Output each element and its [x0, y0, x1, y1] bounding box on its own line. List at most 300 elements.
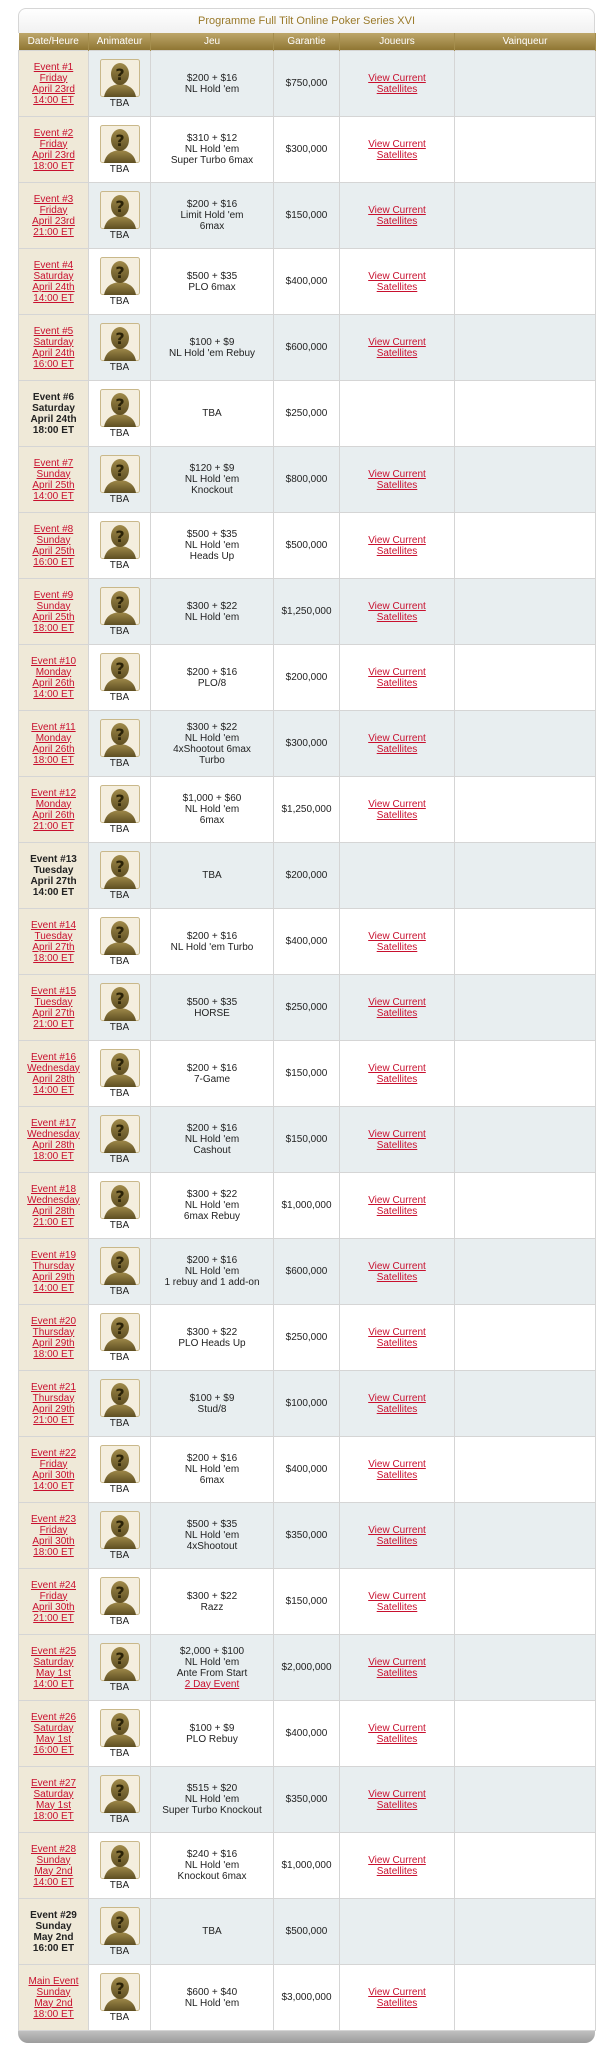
- game-cell: [151, 1371, 274, 1437]
- event-date-link[interactable]: 18:00 ET: [33, 2008, 74, 2020]
- view-satellites-link[interactable]: [368, 931, 426, 953]
- event-date-link[interactable]: Saturday: [33, 1722, 74, 1734]
- game-line: $200 + $16: [186, 666, 238, 678]
- event-date-link[interactable]: Friday: [39, 1524, 68, 1536]
- host-cell: [89, 249, 151, 315]
- table-row: [19, 843, 596, 909]
- game-line: $100 + $9: [189, 1722, 235, 1734]
- satellite-link-line1: View Current: [368, 1986, 426, 1998]
- view-satellites-link[interactable]: [368, 205, 426, 227]
- game-cell: [151, 1305, 274, 1371]
- event-date-text: 14:00 ET: [32, 886, 75, 898]
- satellite-link-line2: Satellites: [376, 281, 418, 293]
- page-title: Programme Full Tilt Online Poker Series XVI: [18, 8, 595, 33]
- date-cell: [19, 1173, 89, 1239]
- game-line: TBA: [202, 1926, 222, 1937]
- guarantee-cell: $150,000: [274, 1041, 340, 1107]
- game-line: 4xShootout 6max: [173, 743, 251, 755]
- date-cell: [19, 1767, 89, 1833]
- event-date-link[interactable]: April 29th: [32, 1337, 75, 1349]
- host-cell: [89, 1107, 151, 1173]
- event-date-link[interactable]: Event #12: [30, 787, 77, 799]
- satellite-link-line2: Satellites: [376, 809, 418, 821]
- unknown-player-avatar-icon: [100, 389, 140, 427]
- winner-cell: [455, 711, 596, 777]
- view-satellites-link[interactable]: [368, 1657, 426, 1679]
- event-date-link[interactable]: Event #8: [33, 523, 74, 535]
- event-date-link[interactable]: Monday: [35, 732, 72, 744]
- guarantee-cell: $600,000: [274, 1239, 340, 1305]
- event-date-link[interactable]: 14:00 ET: [33, 1876, 74, 1888]
- event-date-link[interactable]: April 28th: [32, 1073, 75, 1085]
- host-name: TBA: [109, 1615, 130, 1627]
- players-cell: [340, 909, 455, 975]
- date-cell: [19, 1371, 89, 1437]
- event-date-link[interactable]: April 27th: [32, 941, 75, 953]
- svg-text:?: ?: [114, 1582, 125, 1602]
- date-cell: [19, 645, 89, 711]
- game-cell: [151, 645, 274, 711]
- table-row: [19, 51, 596, 117]
- col-header-game: Jeu: [151, 33, 274, 51]
- event-date-link[interactable]: Event #9: [33, 589, 74, 601]
- event-date-link[interactable]: Event #17: [30, 1117, 77, 1129]
- host-cell: [89, 117, 151, 183]
- game-line: $300 + $22: [186, 1590, 238, 1602]
- guarantee-cell: $750,000: [274, 51, 340, 117]
- host-name: TBA: [109, 295, 130, 307]
- event-date-link[interactable]: Event #7: [33, 457, 74, 469]
- view-satellites-link[interactable]: [368, 997, 426, 1019]
- view-satellites-link[interactable]: [368, 1591, 426, 1613]
- event-date-link[interactable]: 16:00 ET: [33, 358, 74, 370]
- view-satellites-link[interactable]: [368, 1393, 426, 1415]
- date-cell: [19, 51, 89, 117]
- event-date-link[interactable]: April 23rd: [32, 83, 75, 95]
- event-date-link[interactable]: April 24th: [32, 347, 75, 359]
- event-date-link[interactable]: April 29th: [32, 1271, 75, 1283]
- view-satellites-link[interactable]: [368, 337, 426, 359]
- event-date-link[interactable]: 16:00 ET: [33, 556, 74, 568]
- event-date-link[interactable]: May 2nd: [34, 1997, 73, 2009]
- event-date-link[interactable]: 18:00 ET: [33, 160, 74, 172]
- unknown-player-avatar-icon: [100, 917, 140, 955]
- game-line: NL Hold 'em Turbo: [170, 941, 254, 953]
- event-date-link[interactable]: April 25th: [32, 479, 75, 491]
- event-date-link[interactable]: April 30th: [32, 1535, 75, 1547]
- game-line: 7-Game: [193, 1073, 231, 1085]
- game-cell: [151, 1965, 274, 2031]
- host-name: TBA: [109, 1879, 130, 1891]
- event-date-text: Saturday: [32, 402, 75, 414]
- unknown-player-avatar-icon: [100, 1049, 140, 1087]
- event-date-link[interactable]: Friday: [39, 72, 68, 84]
- event-date-link[interactable]: April 24th: [32, 281, 75, 293]
- unknown-player-avatar-icon: [100, 851, 140, 889]
- event-date-link[interactable]: Event #28: [30, 1843, 77, 1855]
- event-date-link[interactable]: Sunday: [36, 534, 71, 546]
- players-cell: [340, 843, 455, 909]
- svg-text:?: ?: [114, 922, 125, 942]
- table-row: [19, 1173, 596, 1239]
- event-date-link[interactable]: Monday: [35, 798, 72, 810]
- event-date-link[interactable]: Event #27: [30, 1777, 77, 1789]
- game-cell: [151, 381, 274, 447]
- winner-cell: [455, 381, 596, 447]
- view-satellites-link[interactable]: [368, 733, 426, 755]
- svg-text:?: ?: [114, 1516, 125, 1536]
- event-date-link[interactable]: 18:00 ET: [33, 622, 74, 634]
- event-date-link[interactable]: Event #22: [30, 1447, 77, 1459]
- game-line: Razz: [200, 1601, 224, 1613]
- game-line: Turbo: [199, 754, 225, 766]
- satellite-link-line2: Satellites: [376, 1997, 418, 2009]
- event-date-link[interactable]: April 23rd: [32, 215, 75, 227]
- view-satellites-link[interactable]: [368, 139, 426, 161]
- event-date-link[interactable]: 18:00 ET: [33, 1546, 74, 1558]
- event-date-link[interactable]: Saturday: [33, 270, 74, 282]
- guarantee-cell: $150,000: [274, 1569, 340, 1635]
- game-line: HORSE: [194, 1007, 230, 1019]
- guarantee-cell: $250,000: [274, 381, 340, 447]
- event-date-link[interactable]: Event #14: [30, 919, 77, 931]
- players-cell: [340, 1173, 455, 1239]
- guarantee-cell: $1,250,000: [274, 579, 340, 645]
- game-cell: [151, 975, 274, 1041]
- view-satellites-link[interactable]: [368, 1261, 426, 1283]
- host-name: TBA: [109, 1285, 130, 1297]
- col-header-winner: Vainqueur: [455, 33, 596, 51]
- game-line: Super Turbo Knockout: [162, 1805, 262, 1816]
- winner-cell: [455, 975, 596, 1041]
- satellite-link-line1: View Current: [368, 1656, 426, 1668]
- view-satellites-link[interactable]: [368, 535, 426, 557]
- event-date-link[interactable]: Event #15: [30, 985, 77, 997]
- event-date-link[interactable]: Friday: [39, 204, 68, 216]
- host-name: TBA: [109, 163, 130, 175]
- host-name: TBA: [109, 1549, 130, 1561]
- unknown-player-avatar-icon: [100, 1379, 140, 1417]
- event-date-text: Sunday: [35, 1920, 72, 1932]
- event-date-link[interactable]: Sunday: [36, 600, 71, 612]
- game-line: $515 + $20: [186, 1783, 238, 1794]
- event-date-link[interactable]: 21:00 ET: [33, 1414, 74, 1426]
- game-line: 6max: [199, 221, 225, 232]
- game-line: $300 + $22: [186, 600, 238, 612]
- event-date-link[interactable]: 18:00 ET: [33, 1810, 74, 1822]
- date-cell: [19, 1965, 89, 2031]
- satellite-link-line1: View Current: [368, 996, 426, 1008]
- event-date-link[interactable]: 14:00 ET: [33, 292, 74, 304]
- event-date-link[interactable]: 14:00 ET: [33, 1480, 74, 1492]
- event-date-link[interactable]: April 25th: [32, 545, 75, 557]
- event-date-link[interactable]: April 27th: [32, 1007, 75, 1019]
- view-satellites-link[interactable]: [368, 1855, 426, 1877]
- view-satellites-link[interactable]: [368, 1525, 426, 1547]
- event-date-link[interactable]: Thursday: [32, 1326, 75, 1338]
- guarantee-cell: $400,000: [274, 1437, 340, 1503]
- schedule-container: [18, 8, 595, 2043]
- event-date-link[interactable]: 21:00 ET: [33, 820, 74, 832]
- event-date-text: April 24th: [30, 413, 77, 425]
- event-date-link[interactable]: Saturday: [33, 1656, 74, 1668]
- event-date-link[interactable]: Friday: [39, 1458, 68, 1470]
- event-date-link[interactable]: April 29th: [32, 1403, 75, 1415]
- winner-cell: [455, 1107, 596, 1173]
- table-row: [19, 1041, 596, 1107]
- event-date-link[interactable]: Tuesday: [34, 996, 73, 1008]
- host-name: TBA: [109, 427, 130, 439]
- event-date-link[interactable]: May 1st: [35, 1667, 71, 1679]
- event-date-link[interactable]: Monday: [35, 666, 72, 678]
- satellite-link-line2: Satellites: [376, 1865, 418, 1877]
- players-cell: [340, 1305, 455, 1371]
- satellite-link-line2: Satellites: [376, 1535, 418, 1547]
- event-date-link[interactable]: April 30th: [32, 1601, 75, 1613]
- event-date-link[interactable]: Friday: [39, 138, 68, 150]
- event-date-link[interactable]: 21:00 ET: [33, 1018, 74, 1030]
- satellite-link-line1: View Current: [368, 1854, 426, 1866]
- unknown-player-avatar-icon: [100, 1247, 140, 1285]
- winner-cell: [455, 1833, 596, 1899]
- event-date-link[interactable]: Saturday: [33, 1788, 74, 1800]
- event-date-link[interactable]: 18:00 ET: [33, 1348, 74, 1360]
- event-date-link[interactable]: Event #26: [30, 1711, 77, 1723]
- date-cell: [19, 843, 89, 909]
- view-satellites-link[interactable]: [368, 799, 426, 821]
- game-line: $1,000 + $60: [182, 793, 242, 804]
- table-row: [19, 249, 596, 315]
- event-date-link[interactable]: Event #19: [30, 1249, 77, 1261]
- game-cell: [151, 249, 274, 315]
- game-line: Knockout 6max: [177, 1871, 247, 1882]
- guarantee-cell: $400,000: [274, 249, 340, 315]
- event-date-link[interactable]: Event #5: [33, 325, 74, 337]
- players-cell: [340, 1239, 455, 1305]
- unknown-player-avatar-icon: [100, 521, 140, 559]
- host-name: TBA: [109, 97, 130, 109]
- event-date-link[interactable]: Event #20: [30, 1315, 77, 1327]
- satellite-link-line2: Satellites: [376, 347, 418, 359]
- event-date-link[interactable]: Sunday: [36, 1986, 71, 1998]
- event-date-link[interactable]: Event #25: [30, 1645, 77, 1657]
- unknown-player-avatar-icon: [100, 257, 140, 295]
- event-date-link[interactable]: 14:00 ET: [33, 1678, 74, 1690]
- table-row: [19, 1371, 596, 1437]
- host-cell: [89, 447, 151, 513]
- game-line: NL Hold 'em: [184, 1200, 240, 1211]
- host-cell: [89, 315, 151, 381]
- event-date-link[interactable]: May 2nd: [34, 1865, 73, 1877]
- table-row: [19, 117, 596, 183]
- svg-text:?: ?: [114, 196, 125, 216]
- players-cell: [340, 777, 455, 843]
- guarantee-cell: $400,000: [274, 1701, 340, 1767]
- event-date-link[interactable]: Wednesday: [27, 1062, 80, 1074]
- event-date-link[interactable]: April 28th: [32, 1205, 75, 1217]
- event-date-link[interactable]: Thursday: [32, 1392, 75, 1404]
- satellite-link-line1: View Current: [368, 534, 426, 546]
- event-date-link[interactable]: Event #21: [30, 1381, 77, 1393]
- event-date-link[interactable]: 18:00 ET: [33, 754, 74, 766]
- host-cell: [89, 1635, 151, 1701]
- event-date-link[interactable]: Event #2: [33, 127, 74, 139]
- table-row: [19, 579, 596, 645]
- event-date-link[interactable]: Event #18: [30, 1183, 77, 1195]
- view-satellites-link[interactable]: [368, 667, 426, 689]
- game-line: Limit Hold 'em: [180, 210, 244, 221]
- unknown-player-avatar-icon: [100, 1643, 140, 1681]
- event-date-link[interactable]: Event #3: [33, 193, 74, 205]
- event-date-link[interactable]: April 26th: [32, 743, 75, 755]
- event-date-link[interactable]: Wednesday: [27, 1194, 80, 1206]
- event-date-link[interactable]: 14:00 ET: [33, 688, 74, 700]
- event-date-link[interactable]: Sunday: [36, 1854, 71, 1866]
- host-cell: [89, 1437, 151, 1503]
- event-date-link[interactable]: April 26th: [32, 809, 75, 821]
- two-day-event-link[interactable]: 2 Day Event: [184, 1678, 240, 1690]
- event-date-link[interactable]: Event #23: [30, 1513, 77, 1525]
- event-date-link[interactable]: April 23rd: [32, 149, 75, 161]
- event-date-link[interactable]: 18:00 ET: [33, 1150, 74, 1162]
- event-date-link[interactable]: May 1st: [35, 1799, 71, 1811]
- event-date-link[interactable]: May 1st: [35, 1733, 71, 1745]
- event-date-link[interactable]: 14:00 ET: [33, 490, 74, 502]
- event-date-link[interactable]: 21:00 ET: [33, 226, 74, 238]
- view-satellites-link[interactable]: [368, 1129, 426, 1151]
- event-date-link[interactable]: Wednesday: [27, 1128, 80, 1140]
- view-satellites-link[interactable]: [368, 1789, 426, 1811]
- guarantee-cell: $200,000: [274, 843, 340, 909]
- date-cell: [19, 1635, 89, 1701]
- satellite-link-line2: Satellites: [376, 677, 418, 689]
- view-satellites-link[interactable]: [368, 601, 426, 623]
- event-date-link[interactable]: Friday: [39, 1590, 68, 1602]
- host-name: TBA: [109, 889, 130, 901]
- event-date-text: April 27th: [30, 875, 77, 887]
- event-date-link[interactable]: Saturday: [33, 336, 74, 348]
- svg-text:?: ?: [114, 856, 125, 876]
- host-name: TBA: [109, 1351, 130, 1363]
- view-satellites-link[interactable]: [368, 1723, 426, 1745]
- event-date-link[interactable]: 14:00 ET: [33, 94, 74, 106]
- host-cell: [89, 1041, 151, 1107]
- guarantee-cell: $300,000: [274, 711, 340, 777]
- view-satellites-link[interactable]: [368, 73, 426, 95]
- unknown-player-avatar-icon: [100, 587, 140, 625]
- unknown-player-avatar-icon: [100, 719, 140, 757]
- event-date-text: Tuesday: [33, 864, 74, 876]
- event-date-link[interactable]: Thursday: [32, 1260, 75, 1272]
- host-cell: [89, 777, 151, 843]
- host-cell: [89, 1899, 151, 1965]
- satellite-link-line2: Satellites: [376, 83, 418, 95]
- event-date-link[interactable]: 21:00 ET: [33, 1216, 74, 1228]
- guarantee-cell: $250,000: [274, 1305, 340, 1371]
- game-cell: [151, 1041, 274, 1107]
- col-header-host: Animateur: [89, 33, 151, 51]
- date-cell: [19, 1569, 89, 1635]
- svg-text:?: ?: [114, 1384, 125, 1404]
- game-line: $310 + $12: [186, 133, 238, 144]
- svg-text:?: ?: [114, 1186, 125, 1206]
- event-date-link[interactable]: 18:00 ET: [33, 952, 74, 964]
- game-line: NL Hold 'em: [184, 540, 240, 551]
- event-date-link[interactable]: Event #16: [30, 1051, 77, 1063]
- view-satellites-link[interactable]: [368, 1195, 426, 1217]
- event-date-link[interactable]: Event #4: [33, 259, 74, 271]
- event-date-link[interactable]: 21:00 ET: [33, 1612, 74, 1624]
- players-cell: [340, 1899, 455, 1965]
- svg-text:?: ?: [114, 1450, 125, 1470]
- event-date-link[interactable]: April 30th: [32, 1469, 75, 1481]
- game-line: $2,000 + $100: [179, 1645, 245, 1657]
- satellite-link-line2: Satellites: [376, 1667, 418, 1679]
- event-date-link[interactable]: April 25th: [32, 611, 75, 623]
- event-date-link[interactable]: Main Event: [28, 1975, 79, 1987]
- svg-text:?: ?: [114, 592, 125, 612]
- view-satellites-link[interactable]: [368, 271, 426, 293]
- host-cell: [89, 909, 151, 975]
- players-cell: [340, 513, 455, 579]
- schedule-table: [18, 33, 596, 2031]
- game-line: Cashout: [193, 1145, 231, 1156]
- unknown-player-avatar-icon: [100, 1973, 140, 2011]
- satellite-link-line2: Satellites: [376, 1271, 418, 1283]
- game-line: $100 + $9: [189, 1392, 235, 1404]
- event-date-link[interactable]: Tuesday: [34, 930, 73, 942]
- game-line: $200 + $16: [186, 1123, 238, 1134]
- event-date-link[interactable]: Sunday: [36, 468, 71, 480]
- event-date-link[interactable]: Event #1: [33, 61, 74, 73]
- game-line: $200 + $16: [186, 72, 238, 84]
- unknown-player-avatar-icon: [100, 1907, 140, 1945]
- view-satellites-link[interactable]: [368, 1459, 426, 1481]
- winner-cell: [455, 1701, 596, 1767]
- guarantee-cell: $350,000: [274, 1503, 340, 1569]
- event-date-link[interactable]: Event #11: [31, 721, 76, 733]
- col-header-date: Date/Heure: [19, 33, 89, 51]
- event-date-link[interactable]: Event #24: [30, 1579, 77, 1591]
- view-satellites-link[interactable]: [368, 469, 426, 491]
- svg-text:?: ?: [114, 394, 125, 414]
- table-row: [19, 1503, 596, 1569]
- event-date-link[interactable]: 14:00 ET: [33, 1084, 74, 1096]
- host-name: TBA: [109, 955, 130, 967]
- event-date-link[interactable]: April 28th: [32, 1139, 75, 1151]
- game-line: $500 + $35: [186, 1519, 238, 1530]
- view-satellites-link[interactable]: [368, 1063, 426, 1085]
- event-date-link[interactable]: 14:00 ET: [33, 1282, 74, 1294]
- host-name: TBA: [109, 559, 130, 571]
- winner-cell: [455, 645, 596, 711]
- view-satellites-link[interactable]: [368, 1987, 426, 2009]
- players-cell: [340, 1503, 455, 1569]
- view-satellites-link[interactable]: [368, 1327, 426, 1349]
- guarantee-cell: $2,000,000: [274, 1635, 340, 1701]
- satellite-link-line2: Satellites: [376, 149, 418, 161]
- table-row: [19, 909, 596, 975]
- unknown-player-avatar-icon: [100, 1577, 140, 1615]
- satellite-link-line1: View Current: [368, 1128, 426, 1140]
- event-date-link[interactable]: April 26th: [32, 677, 75, 689]
- event-date-text: Event #13: [30, 853, 77, 865]
- game-line: 4xShootout: [186, 1541, 238, 1552]
- svg-text:?: ?: [114, 1054, 125, 1074]
- event-date-link[interactable]: 16:00 ET: [33, 1744, 74, 1756]
- event-date-link[interactable]: Event #10: [30, 655, 77, 667]
- winner-cell: [455, 117, 596, 183]
